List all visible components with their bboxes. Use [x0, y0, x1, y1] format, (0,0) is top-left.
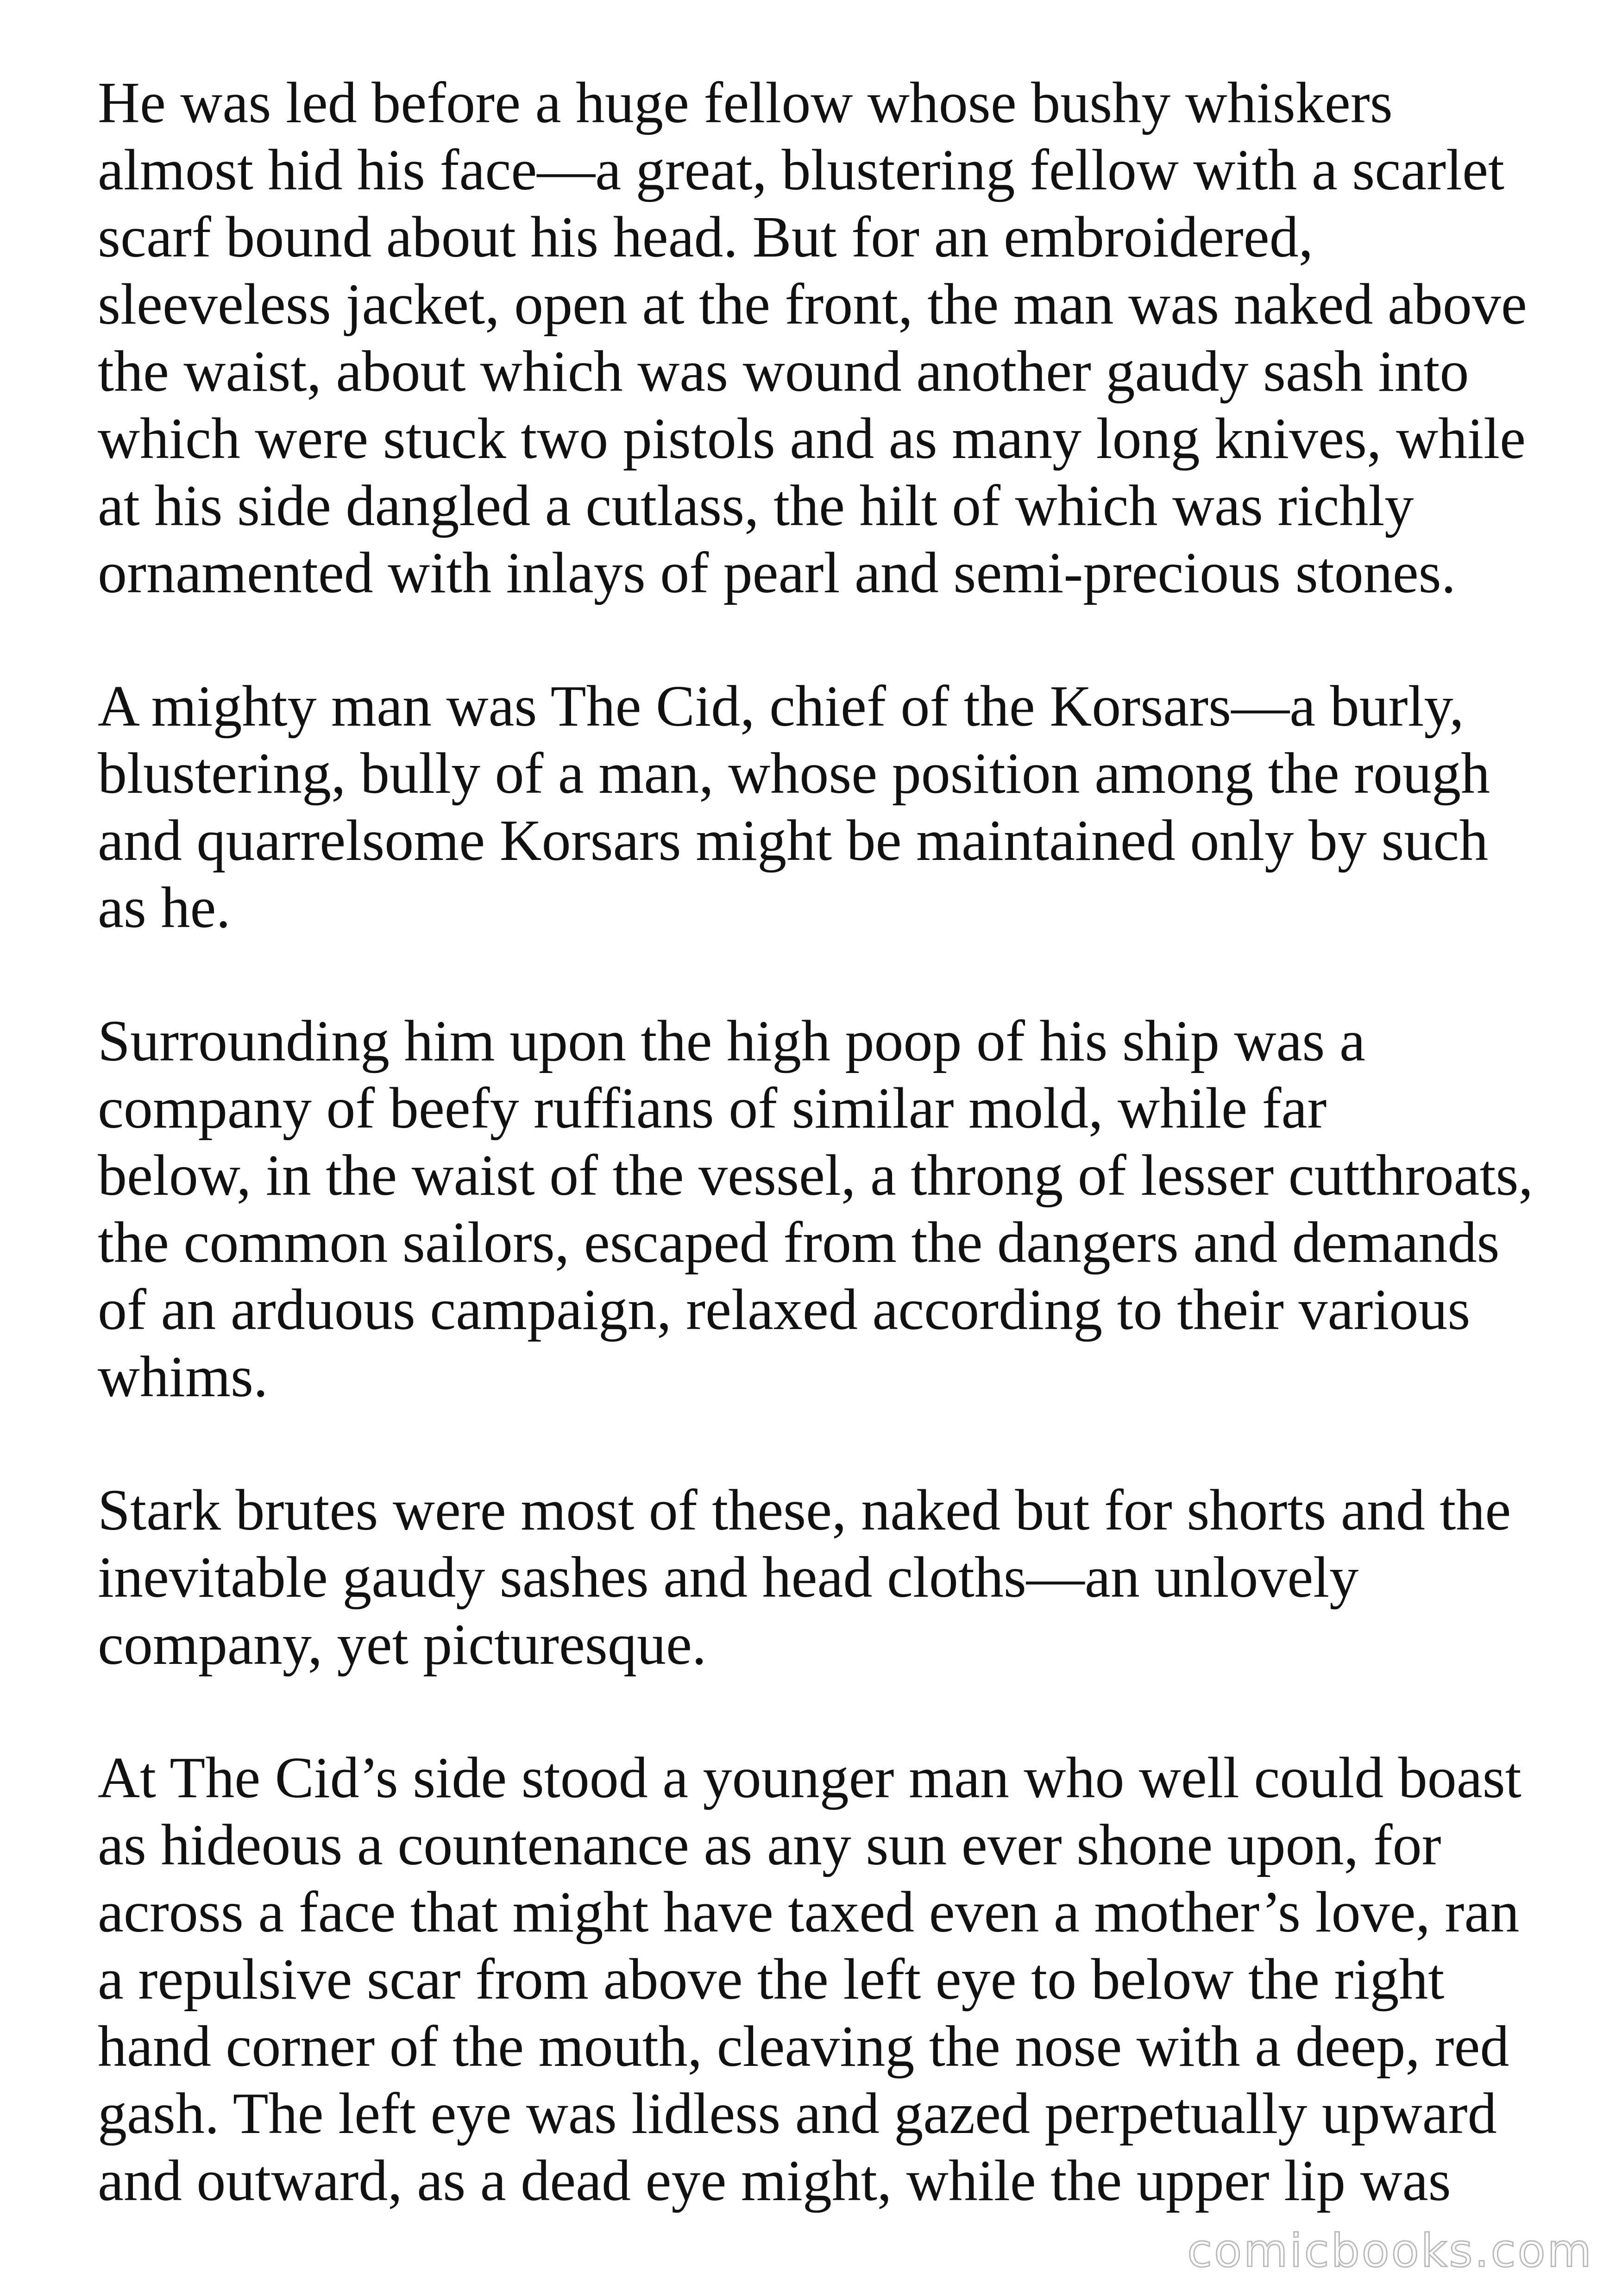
text-line: scarf bound about his head. But for an embroidered, [98, 205, 1314, 270]
text-line: sleeveless jacket, open at the front, the man was naked above [98, 272, 1527, 337]
text-line: and quarrelsome Korsars might be maintained only by such [98, 809, 1489, 873]
text-line: the common sailors, escaped from the dangers and demands [98, 1211, 1500, 1275]
paragraph-2 [98, 673, 1557, 941]
paragraph-4 [98, 1477, 1557, 1678]
text-line: Stark brutes were most of these, naked but for shorts and the [98, 1478, 1511, 1543]
text-line: blustering, bully of a man, whose position among the rough [98, 741, 1490, 806]
paragraph-1 [98, 69, 1557, 607]
text-line: A mighty man was The Cid, chief of the Korsars—a burly, [98, 674, 1464, 739]
book-page-text [98, 69, 1557, 2281]
text-line: and outward, as a dead eye might, while the upper lip was [98, 2149, 1451, 2213]
text-line: as hideous a countenance as any sun ever shone upon, for [98, 1813, 1441, 1877]
text-line: at his side dangled a cutlass, the hilt of which was richly [98, 474, 1414, 538]
text-line: At The Cid’s side stood a younger man who well could boast [98, 1746, 1521, 1810]
paragraph-5 [98, 1744, 1557, 2214]
comicbooks-watermark: comicbooks.com [1187, 2225, 1593, 2277]
text-line: inevitable gaudy sashes and head cloths—an unlovely [98, 1545, 1359, 1610]
text-line: company, yet picturesque. [98, 1612, 707, 1677]
text-line: Surrounding him upon the high poop of his ship was a [98, 1009, 1365, 1073]
text-line: as he. [98, 876, 231, 940]
text-line: gash. The left eye was lidless and gazed perpetually upward [98, 2082, 1497, 2146]
text-line: company of beefy ruffians of similar mold, while far [98, 1076, 1327, 1141]
paragraph-3 [98, 1008, 1557, 1411]
text-line: ornamented with inlays of pearl and semi-precious stones. [98, 541, 1456, 605]
text-line: which were stuck two pistols and as many long knives, while [98, 407, 1526, 471]
text-line: across a face that might have taxed even a mother’s love, ran [98, 1880, 1520, 1945]
text-line: almost hid his face—a great, blustering fellow with a scarlet [98, 138, 1505, 202]
text-line: whims. [98, 1345, 268, 1409]
text-line: below, in the waist of the vessel, a throng of lesser cutthroats, [98, 1143, 1534, 1208]
text-line: a repulsive scar from above the left eye to below the right [98, 1947, 1445, 2012]
text-line: of an arduous campaign, relaxed according to their various [98, 1278, 1471, 1342]
text-line: hand corner of the mouth, cleaving the nose with a deep, red [98, 2014, 1509, 2079]
text-line: He was led before a huge fellow whose bushy whiskers [98, 71, 1393, 135]
text-line: the waist, about which was wound another gaudy sash into [98, 339, 1469, 404]
